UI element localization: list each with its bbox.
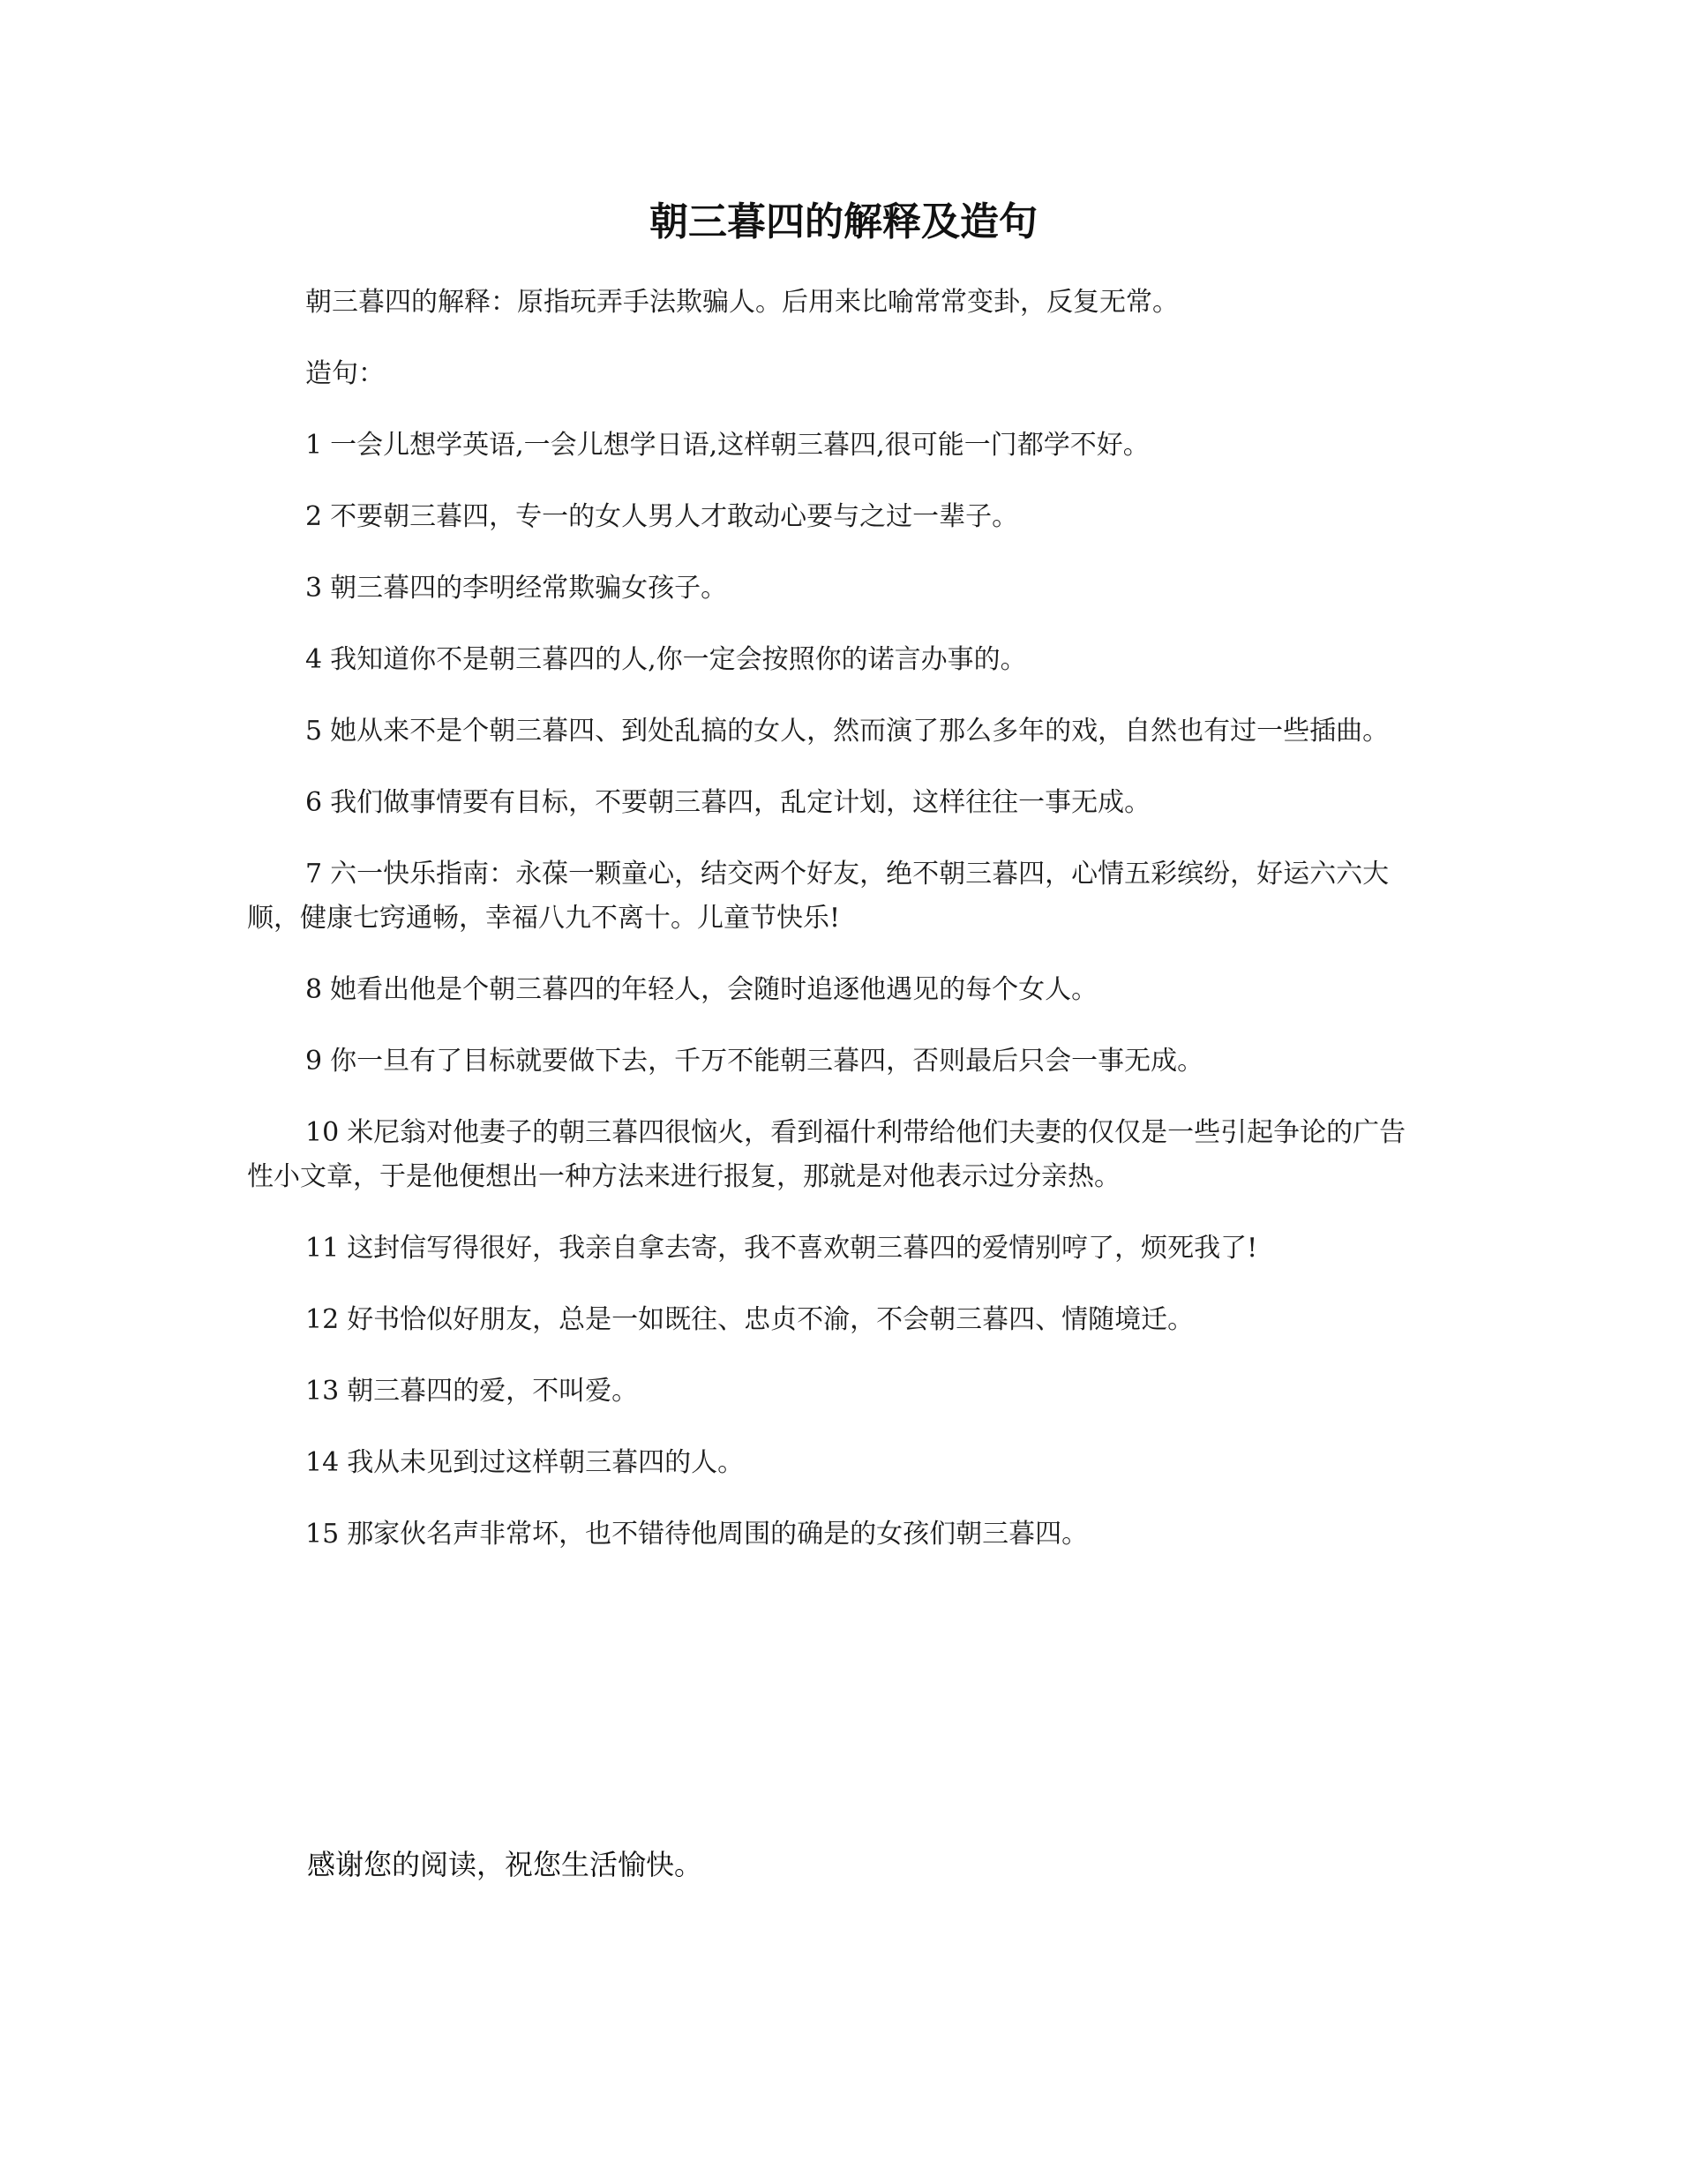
example-sentence bbox=[247, 638, 1421, 682]
example-text: 米尼翁对他妻子的朝三暮四很恼火，看到福什利带给他们夫妻的仅仅是一些引起争论的广告性小文章，于是他便想出一种方法来进行报复，那就是对他表示过分亲热。 bbox=[247, 1117, 1406, 1192]
example-text: 好书恰似好朋友，总是一如既往、忠贞不渝，不会朝三暮四、情随境迁。 bbox=[347, 1304, 1195, 1335]
example-text: 不要朝三暮四，专一的女人男人才敢动心要与之过一辈子。 bbox=[330, 501, 1019, 532]
example-number: 7 bbox=[305, 859, 323, 889]
example-sentence bbox=[247, 968, 1421, 1012]
example-number: 6 bbox=[305, 787, 323, 818]
example-sentence bbox=[247, 567, 1421, 611]
example-text: 一会儿想学英语,一会儿想学日语,这样朝三暮四,很可能一门都学不好。 bbox=[330, 430, 1150, 461]
example-sentence bbox=[247, 852, 1421, 941]
example-text: 朝三暮四的爱，不叫爱。 bbox=[347, 1376, 639, 1407]
example-sentence bbox=[247, 1227, 1421, 1271]
example-text: 我从未见到过这样朝三暮四的人。 bbox=[347, 1447, 745, 1478]
example-text: 这封信写得很好，我亲自拿去寄，我不喜欢朝三暮四的爱情别哼了，烦死我了! bbox=[347, 1233, 1258, 1264]
example-number: 2 bbox=[305, 501, 323, 532]
examples-list bbox=[247, 424, 1421, 1557]
example-number: 3 bbox=[305, 573, 323, 604]
example-number: 15 bbox=[305, 1519, 340, 1550]
example-text: 你一旦有了目标就要做下去，千万不能朝三暮四，否则最后只会一事无成。 bbox=[330, 1046, 1204, 1077]
example-text: 她看出他是个朝三暮四的年轻人，会随时追逐他遇见的每个女人。 bbox=[330, 974, 1098, 1005]
example-number: 5 bbox=[305, 716, 323, 747]
example-number: 12 bbox=[305, 1304, 340, 1335]
example-text: 那家伙名声非常坏，也不错待他周围的确是的女孩们朝三暮四。 bbox=[347, 1519, 1089, 1550]
example-number: 10 bbox=[305, 1117, 340, 1148]
document-title: 朝三暮四的解释及造句 bbox=[649, 199, 1038, 244]
example-sentence bbox=[247, 495, 1421, 539]
example-sentence bbox=[247, 1512, 1421, 1557]
document-body bbox=[247, 281, 1421, 1584]
example-number: 11 bbox=[305, 1233, 340, 1264]
example-number: 9 bbox=[305, 1046, 323, 1077]
example-text: 六一快乐指南：永葆一颗童心，结交两个好友，绝不朝三暮四，心情五彩缤纷，好运六六大顺，健康七窍通畅，幸福八九不离十。儿童节快乐! bbox=[247, 859, 1390, 934]
examples-heading: 造句： bbox=[305, 358, 385, 389]
definition-paragraph: 朝三暮四的解释：原指玩弄手法欺骗人。后用来比喻常常变卦，反复无常。 bbox=[305, 287, 1179, 318]
example-text: 我们做事情要有目标，不要朝三暮四，乱定计划，这样往往一事无成。 bbox=[330, 787, 1151, 818]
example-sentence bbox=[247, 709, 1421, 754]
example-text: 我知道你不是朝三暮四的人,你一定会按照你的诺言办事的。 bbox=[330, 644, 1027, 675]
example-sentence bbox=[247, 1298, 1421, 1342]
closing-message: 感谢您的阅读，祝您生活愉快。 bbox=[307, 1848, 703, 1881]
example-number: 1 bbox=[305, 430, 323, 461]
example-sentence bbox=[247, 1111, 1421, 1199]
example-sentence bbox=[247, 424, 1421, 468]
example-sentence bbox=[247, 781, 1421, 825]
example-number: 8 bbox=[305, 974, 323, 1005]
example-number: 13 bbox=[305, 1376, 340, 1407]
example-text: 朝三暮四的李明经常欺骗女孩子。 bbox=[330, 573, 728, 604]
example-sentence bbox=[247, 1370, 1421, 1414]
example-number: 4 bbox=[305, 644, 323, 675]
example-sentence bbox=[247, 1039, 1421, 1084]
example-text: 她从来不是个朝三暮四、到处乱搞的女人，然而演了那么多年的戏，自然也有过一些插曲。 bbox=[330, 716, 1390, 747]
example-sentence bbox=[247, 1441, 1421, 1485]
example-number: 14 bbox=[305, 1447, 340, 1478]
